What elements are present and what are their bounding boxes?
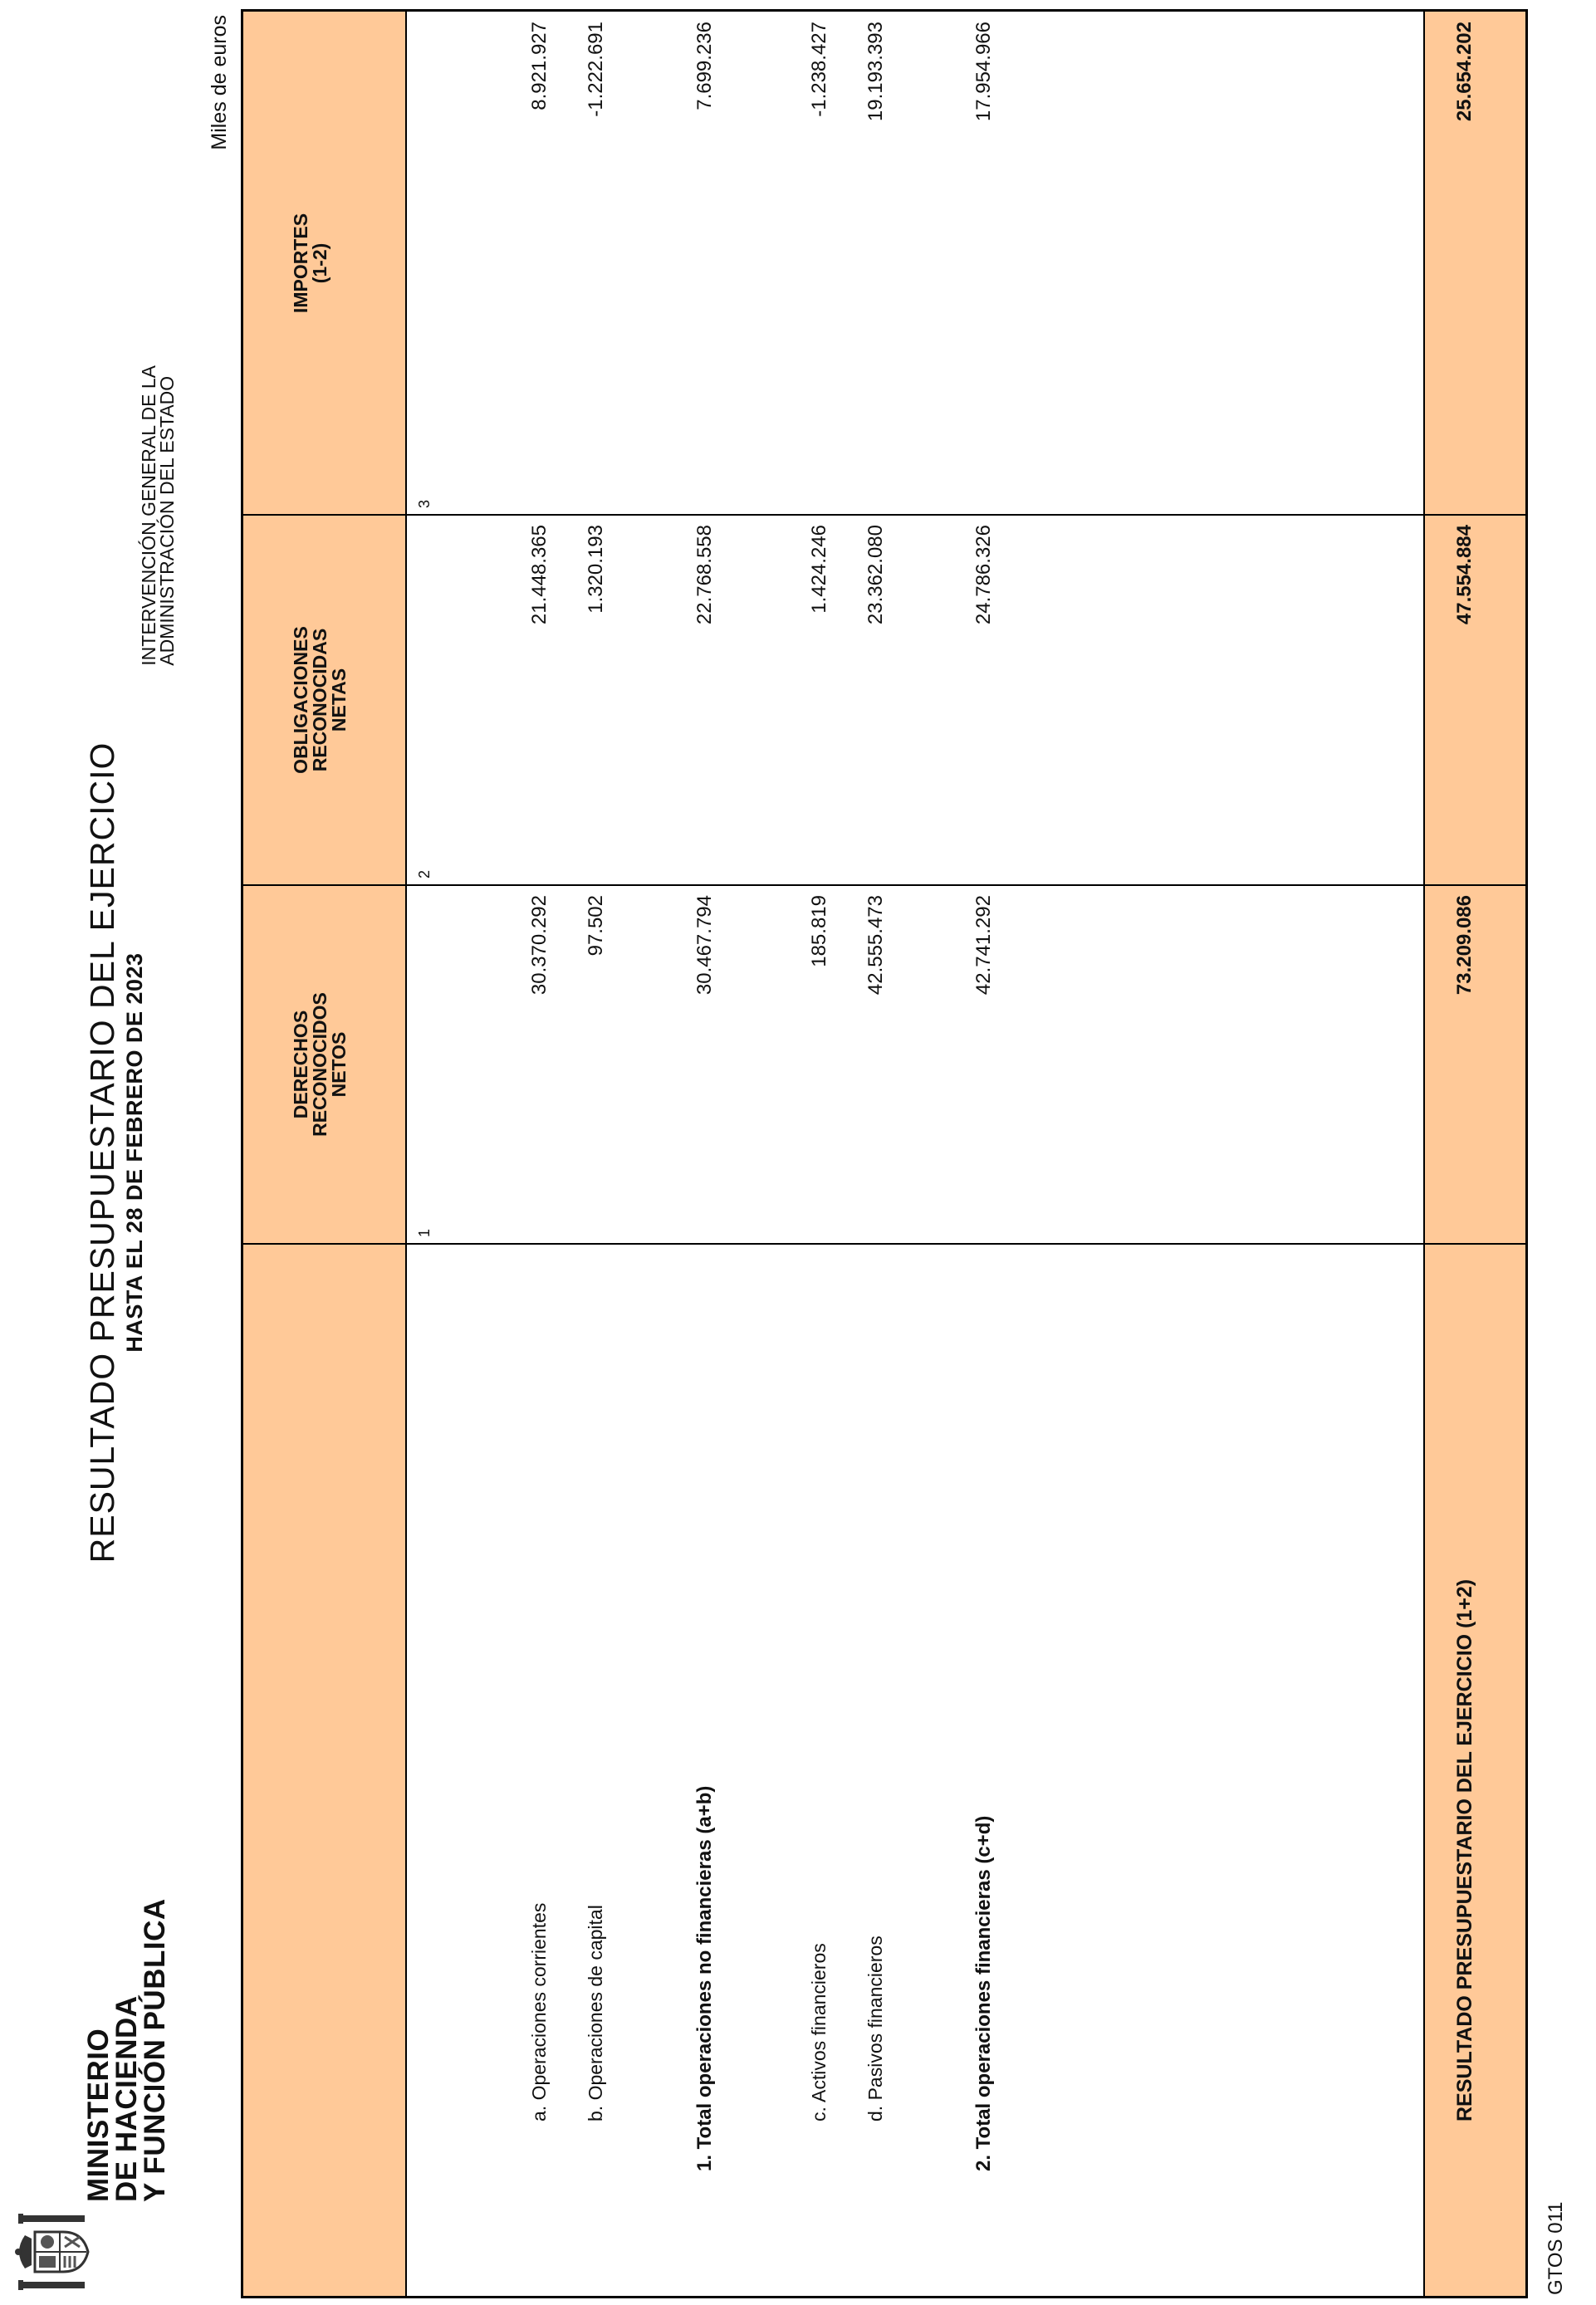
page-title: RESULTADO PRESUPUESTARIO DEL EJERCICIO xyxy=(83,741,121,1564)
column-index: 2 xyxy=(416,869,433,878)
row-label: d. Pasivos financieros xyxy=(864,1936,886,2121)
header-divider xyxy=(405,12,407,2296)
cell-value: 42.555.473 xyxy=(864,895,887,996)
cell-value: 1.320.193 xyxy=(585,525,607,614)
derechos-column xyxy=(243,885,1525,1244)
column-header xyxy=(291,515,349,885)
cell-value: 8.921.927 xyxy=(528,22,551,110)
form-code: GTOS 011 xyxy=(1545,2201,1567,2295)
column-header-line: RECONOCIDOS xyxy=(309,992,330,1137)
cell-value: 42.741.292 xyxy=(972,895,995,996)
agency-name xyxy=(140,365,176,666)
cell-value: 30.467.794 xyxy=(693,895,716,996)
footer-value: 25.654.202 xyxy=(1453,22,1476,122)
cell-value: 21.448.365 xyxy=(528,525,551,625)
title-block xyxy=(83,0,148,2305)
column-header-line: NETAS xyxy=(328,668,350,732)
cell-value: 97.502 xyxy=(585,895,607,957)
row-label-total: 1. Total operaciones no financieras (a+b) xyxy=(693,1785,716,2171)
row-label: c. Activos financieros xyxy=(808,1943,830,2121)
header-cell xyxy=(243,1244,405,2296)
column-header-line: RECONOCIDAS xyxy=(309,628,330,772)
cell-value: -1.222.691 xyxy=(585,22,607,117)
column-index: 3 xyxy=(416,499,433,508)
page-subtitle: HASTA EL 28 DE FEBRERO DE 2023 xyxy=(122,952,147,1353)
cell-value: -1.238.427 xyxy=(808,22,830,117)
importes-column xyxy=(243,12,1525,515)
column-header-line: DERECHOS xyxy=(290,1010,311,1119)
footer-label: RESULTADO PRESUPUESTARIO DEL EJERCICIO (1+2) xyxy=(1453,1578,1476,2121)
units-label: Miles de euros xyxy=(208,15,231,150)
cell-value: 22.768.558 xyxy=(693,525,716,625)
footer-divider xyxy=(1423,12,1425,2296)
row-label: b. Operaciones de capital xyxy=(585,1905,606,2121)
column-header-line: (1-2) xyxy=(309,242,330,284)
column-divider xyxy=(243,1243,1525,1245)
cell-value: 7.699.236 xyxy=(693,22,716,110)
column-header-line: NETOS xyxy=(328,1031,350,1098)
cell-value: 23.362.080 xyxy=(864,525,887,625)
agency-line: ADMINISTRACIÓN DEL ESTADO xyxy=(156,375,178,666)
agency-line: INTERVENCIÓN GENERAL DE LA xyxy=(138,365,159,666)
column-divider xyxy=(243,884,1525,886)
label-column xyxy=(243,1244,1525,2296)
cell-value: 1.424.246 xyxy=(808,525,830,614)
column-header-line: OBLIGACIONES xyxy=(290,626,311,774)
cell-value: 17.954.966 xyxy=(972,22,995,122)
ministry-line: MINISTERIO xyxy=(82,2028,115,2202)
cell-value: 24.786.326 xyxy=(972,525,995,625)
column-index: 1 xyxy=(416,1228,433,1237)
ministry-line: Y FUNCIÓN PÚBLICA xyxy=(139,1898,171,2202)
coat-of-arms-icon xyxy=(13,2214,90,2290)
column-header xyxy=(291,12,330,515)
footer-value: 47.554.884 xyxy=(1453,525,1476,625)
budget-result-table xyxy=(241,9,1528,2298)
obligaciones-column xyxy=(243,515,1525,885)
column-header xyxy=(291,885,349,1244)
ministry-line: DE HACIENDA xyxy=(110,1995,143,2202)
row-label-total: 2. Total operaciones financieras (c+d) xyxy=(972,1815,995,2171)
cell-value: 19.193.393 xyxy=(864,22,887,122)
column-header-line: IMPORTES xyxy=(290,213,311,314)
footer-value: 73.209.086 xyxy=(1453,895,1476,996)
cell-value: 185.819 xyxy=(808,895,830,967)
cell-value: 30.370.292 xyxy=(528,895,551,996)
row-label: a. Operaciones corrientes xyxy=(528,1902,550,2121)
column-divider xyxy=(243,514,1525,516)
